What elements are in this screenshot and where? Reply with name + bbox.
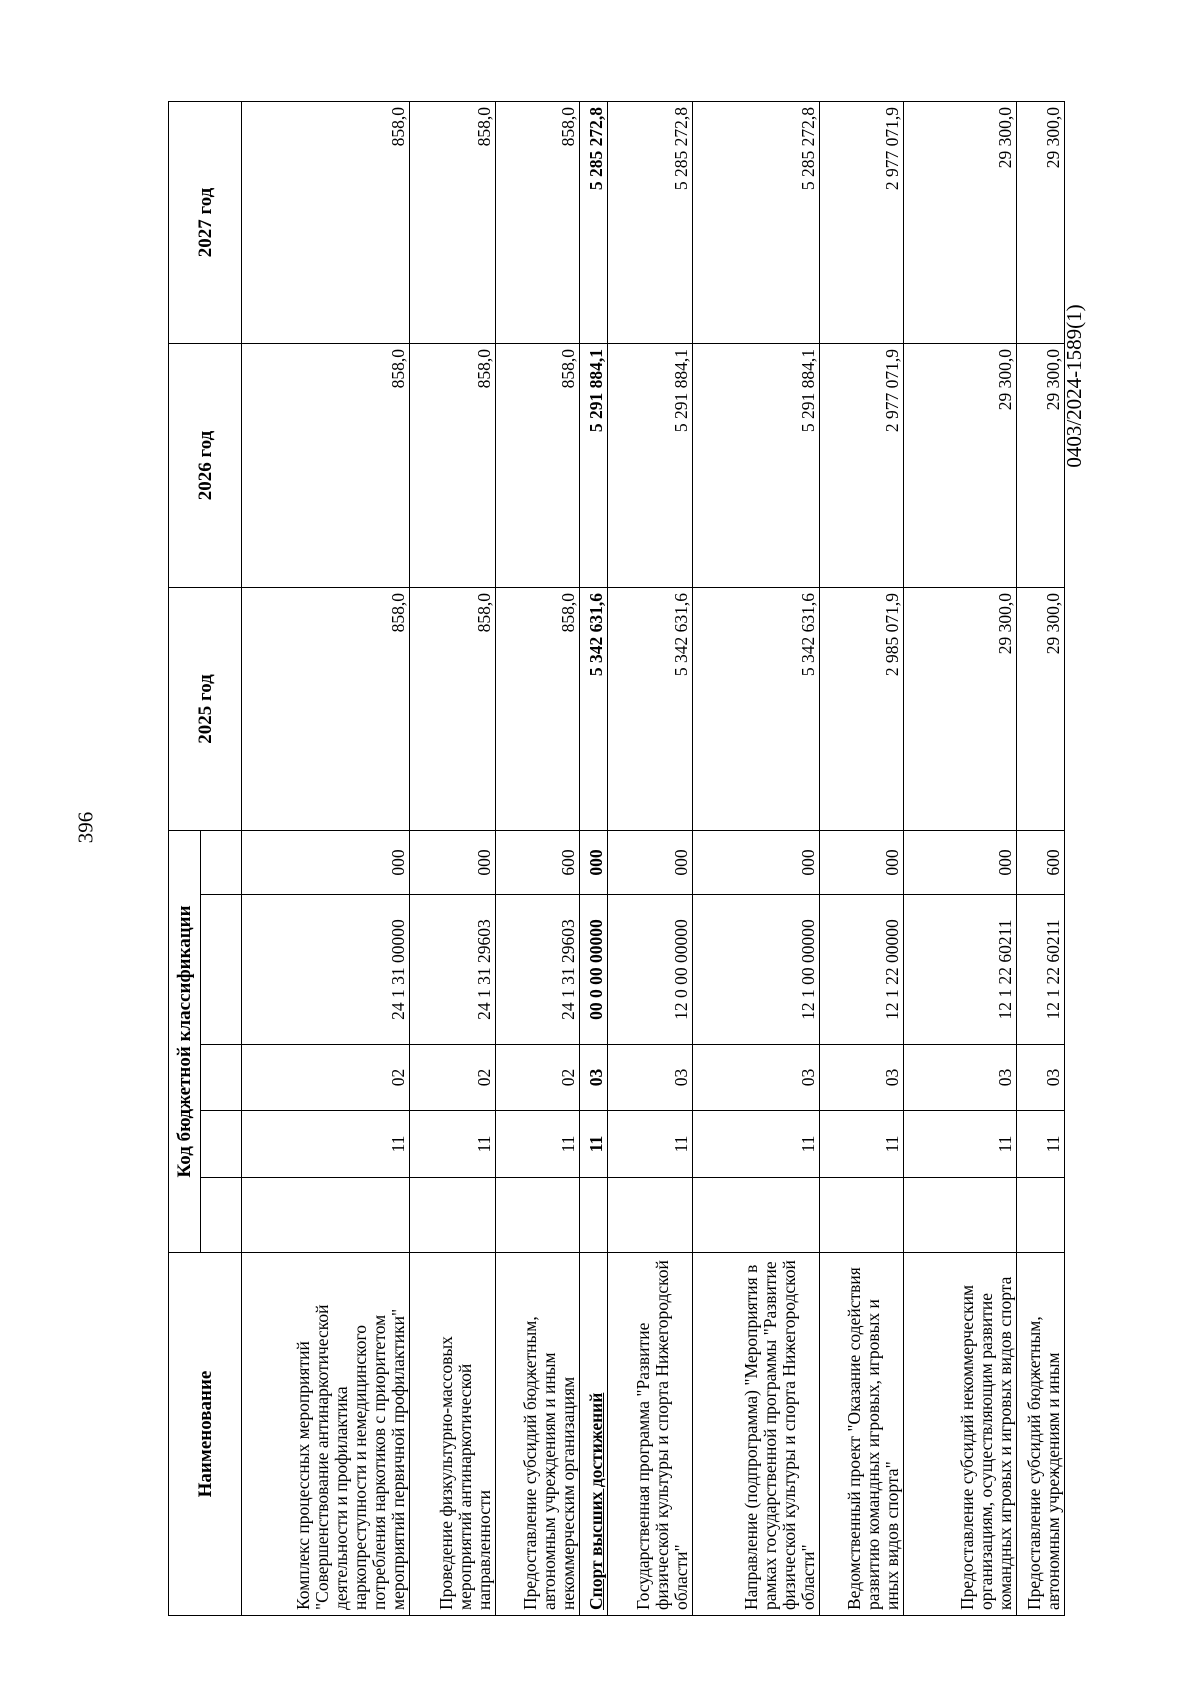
header-2027: 2027 год: [169, 101, 242, 343]
table-row: [496, 101, 580, 1615]
value-2026-cell: 29 300,0: [904, 343, 1017, 587]
value-2026-cell: 5 291 884,1: [608, 343, 693, 587]
header-2026: 2026 год: [169, 343, 242, 587]
code-section-cell: 11: [496, 1111, 580, 1178]
value-2027-cell: 29 300,0: [1017, 101, 1065, 343]
value-2025-cell: 858,0: [496, 587, 580, 830]
page-number: 396: [73, 811, 98, 844]
header-2025: 2025 год: [169, 587, 242, 830]
value-2027-cell: 5 285 272,8: [693, 101, 820, 343]
header-code-group: Код бюджетной классификации: [169, 830, 201, 1252]
code-section-cell: 11: [242, 1111, 410, 1178]
value-2027-cell: 5 285 272,8: [580, 101, 608, 343]
row-name-cell: Спорт высших достижений: [580, 1253, 608, 1616]
value-2026-cell: 858,0: [410, 343, 496, 587]
value-2025-cell: 5 342 631,6: [580, 587, 608, 830]
code-target-cell: 24 1 31 29603: [410, 895, 496, 1045]
value-2026-cell: 2 977 071,9: [820, 343, 904, 587]
code-subsection-cell: 02: [242, 1045, 410, 1111]
table-body: [242, 101, 1065, 1615]
code-subsection-cell: 03: [820, 1045, 904, 1111]
code-section-cell: 11: [1017, 1111, 1065, 1178]
code-blank-cell: [904, 1178, 1017, 1253]
header-code-section: [201, 1111, 242, 1178]
code-expense-type-cell: 000: [820, 830, 904, 894]
code-expense-type-cell: 000: [242, 830, 410, 894]
code-section-cell: 11: [820, 1111, 904, 1178]
code-expense-type-cell: 000: [608, 830, 693, 894]
budget-table: [168, 101, 1065, 1616]
value-2025-cell: 29 300,0: [1017, 587, 1065, 830]
table-row: [608, 101, 693, 1615]
code-blank-cell: [410, 1178, 496, 1253]
header-code-subsection: [201, 1045, 242, 1111]
header-code-target: [201, 895, 242, 1045]
code-section-cell: 11: [693, 1111, 820, 1178]
row-name-cell: Ведомственный проект "Оказание содействия развитию командных игровых, игровых и иных видов спорта": [820, 1253, 904, 1616]
document-code: 0403/2024-1589(1): [1062, 304, 1086, 468]
value-2026-cell: 858,0: [496, 343, 580, 587]
code-subsection-cell: 03: [1017, 1045, 1065, 1111]
code-target-cell: 24 1 31 00000: [242, 895, 410, 1045]
code-subsection-cell: 03: [580, 1045, 608, 1111]
code-section-cell: 11: [580, 1111, 608, 1178]
code-section-cell: 11: [608, 1111, 693, 1178]
header-row-top: [169, 101, 201, 1615]
header-code-expense-type: [201, 830, 242, 894]
table-row: [693, 101, 820, 1615]
code-blank-cell: [608, 1178, 693, 1253]
header-code-blank: [201, 1178, 242, 1253]
code-blank-cell: [496, 1178, 580, 1253]
row-name-cell: Предоставление субсидий бюджетным, автономным учреждениям и иным: [1017, 1253, 1065, 1616]
value-2025-cell: 2 985 071,9: [820, 587, 904, 830]
code-section-cell: 11: [904, 1111, 1017, 1178]
code-target-cell: 00 0 00 00000: [580, 895, 608, 1045]
value-2026-cell: 5 291 884,1: [580, 343, 608, 587]
code-subsection-cell: 03: [904, 1045, 1017, 1111]
code-blank-cell: [1017, 1178, 1065, 1253]
code-blank-cell: [820, 1178, 904, 1253]
value-2025-cell: 5 342 631,6: [693, 587, 820, 830]
table-row: [242, 101, 410, 1615]
code-subsection-cell: 03: [693, 1045, 820, 1111]
header-name: Наименование: [169, 1253, 242, 1616]
table-row: [1017, 101, 1065, 1615]
code-expense-type-cell: 600: [1017, 830, 1065, 894]
code-blank-cell: [693, 1178, 820, 1253]
code-blank-cell: [242, 1178, 410, 1253]
value-2026-cell: 858,0: [242, 343, 410, 587]
value-2027-cell: 5 285 272,8: [608, 101, 693, 343]
value-2027-cell: 858,0: [410, 101, 496, 343]
row-name-cell: Направление (подпрограмма) "Мероприятия в рамках государственной программы "Развитие физической культуры и спорта Нижегородской области": [693, 1253, 820, 1616]
code-target-cell: 12 0 00 00000: [608, 895, 693, 1045]
code-expense-type-cell: 000: [693, 830, 820, 894]
value-2025-cell: 858,0: [242, 587, 410, 830]
code-target-cell: 12 1 00 00000: [693, 895, 820, 1045]
code-expense-type-cell: 600: [496, 830, 580, 894]
value-2027-cell: 2 977 071,9: [820, 101, 904, 343]
code-blank-cell: [580, 1178, 608, 1253]
row-name-cell: Проведение физкультурно-массовых мероприятий антинаркотической направленности: [410, 1253, 496, 1616]
code-section-cell: 11: [410, 1111, 496, 1178]
code-expense-type-cell: 000: [904, 830, 1017, 894]
code-target-cell: 24 1 31 29603: [496, 895, 580, 1045]
code-subsection-cell: 02: [410, 1045, 496, 1111]
code-target-cell: 12 1 22 60211: [1017, 895, 1065, 1045]
value-2027-cell: 29 300,0: [904, 101, 1017, 343]
code-subsection-cell: 03: [608, 1045, 693, 1111]
table-row: [580, 101, 608, 1615]
table-row: [904, 101, 1017, 1615]
code-expense-type-cell: 000: [580, 830, 608, 894]
code-target-cell: 12 1 22 60211: [904, 895, 1017, 1045]
code-target-cell: 12 1 22 00000: [820, 895, 904, 1045]
code-expense-type-cell: 000: [410, 830, 496, 894]
value-2025-cell: 5 342 631,6: [608, 587, 693, 830]
table-row: [820, 101, 904, 1615]
value-2025-cell: 29 300,0: [904, 587, 1017, 830]
value-2026-cell: 29 300,0: [1017, 343, 1065, 587]
value-2025-cell: 858,0: [410, 587, 496, 830]
row-name-cell: Предоставление субсидий бюджетным, автономным учреждениям и иным некоммерческим организациям: [496, 1253, 580, 1616]
table-row: [410, 101, 496, 1615]
value-2027-cell: 858,0: [242, 101, 410, 343]
value-2027-cell: 858,0: [496, 101, 580, 343]
budget-table-container: [168, 102, 1063, 1616]
value-2026-cell: 5 291 884,1: [693, 343, 820, 587]
row-name-cell: Государственная программа "Развитие физической культуры и спорта Нижегородской области": [608, 1253, 693, 1616]
row-name-cell: Предоставление субсидий некоммерческим организациям, осуществляющим развитие командных игровых и игровых видов спорта: [904, 1253, 1017, 1616]
code-subsection-cell: 02: [496, 1045, 580, 1111]
row-name-cell: Комплекс процессных мероприятий "Совершенствование антинаркотической деятельности и профилактика наркопреступности и немедицинского потребления наркотиков с приоритетом мероприятий первичной профилактики": [242, 1253, 410, 1616]
